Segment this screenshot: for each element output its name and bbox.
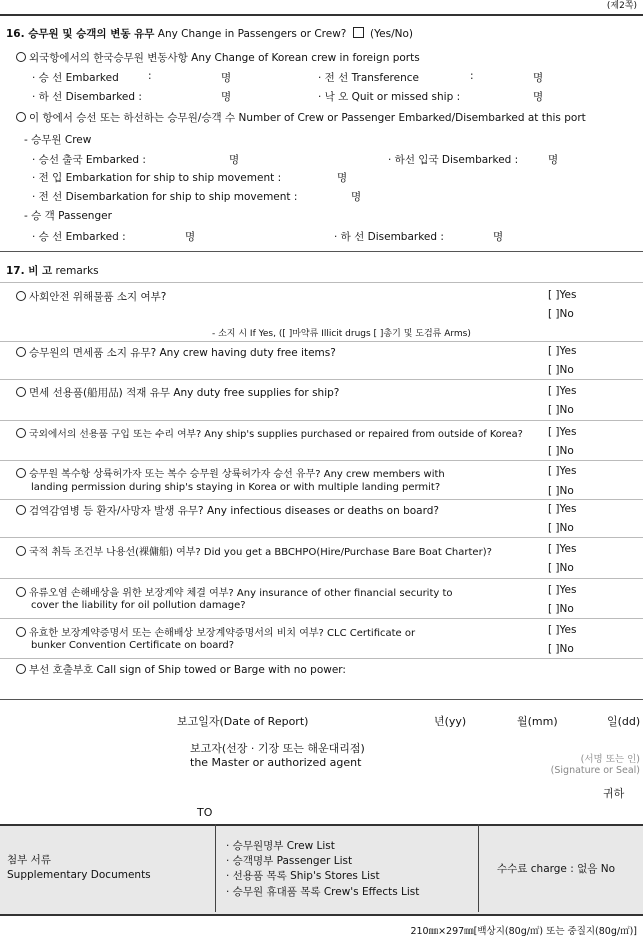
q3-no-checkbox[interactable]: [ ]No (548, 404, 574, 416)
attachments-label: 첨부 서류 (7, 854, 51, 866)
q1-subtext[interactable]: - 소지 시 If Yes, ([ ]마약류 Illicit drugs [ ]총기 및 도검류 Arms) (212, 329, 471, 339)
circle-bullet-icon (16, 468, 26, 478)
divider (0, 618, 643, 619)
q9-no-checkbox[interactable]: [ ]No (548, 643, 574, 655)
q3-row (16, 385, 339, 400)
sec16-c3: · 전 입 Embarkation for ship to ship movement : (32, 172, 282, 184)
unit: 명 (185, 231, 196, 243)
q1-no-checkbox[interactable]: [ ]No (548, 308, 574, 320)
page-label: (제2쪽) (606, 1, 637, 11)
q7-yes-checkbox[interactable]: [ ]Yes (548, 543, 577, 555)
divider (0, 658, 643, 659)
q6-no-checkbox[interactable]: [ ]No (548, 522, 574, 534)
q3-text: 면세 선용품(船用品) 적재 유무 Any duty free supplies for ship? (29, 387, 340, 399)
q2-row (16, 345, 336, 360)
divider (0, 699, 643, 700)
unit: 명 (337, 172, 348, 184)
report-date-label: 보고일자(Date of Report) (177, 715, 309, 728)
q2-no-checkbox[interactable]: [ ]No (548, 364, 574, 376)
colon: : (148, 70, 152, 82)
report-day[interactable]: 일(dd) (607, 715, 641, 728)
attachments-label-en: Supplementary Documents (7, 869, 151, 881)
q6-row (16, 503, 439, 518)
divider (0, 282, 643, 283)
reporter-label: 보고자(선장 · 기장 또는 해운대리점) (190, 742, 365, 755)
q1-text: 사회안전 위해물품 소지 여부? (29, 291, 167, 303)
attachment-item: · 승객명부 Passenger List (226, 855, 353, 867)
signature-label-en: (Signature or Seal) (550, 765, 640, 776)
sec17-title: 17. 비 고 (6, 265, 53, 277)
q1-yes-checkbox[interactable]: [ ]Yes (548, 289, 577, 301)
sec16-a4: · 낙 오 Quit or missed ship : (318, 91, 461, 103)
sec16-a1: · 승 선 Embarked (32, 72, 119, 84)
sec17-title-row (6, 263, 99, 278)
circle-bullet-icon (16, 505, 26, 515)
sec16-yn: (Yes/No) (370, 28, 414, 40)
sec16-a-title-row (16, 50, 420, 65)
q5-text-b: landing permission during ship's staying in Korea or with multiple landing permit? (31, 482, 441, 493)
circle-bullet-icon (16, 112, 26, 122)
q10-row (16, 662, 346, 677)
unit: 명 (493, 231, 504, 243)
q4-row (16, 426, 523, 440)
divider (0, 420, 643, 421)
attachment-item: · 승무원 휴대품 목록 Crew's Effects List (226, 886, 420, 898)
divider (0, 499, 643, 500)
to-honorific: 귀하 (603, 787, 625, 800)
q3-yes-checkbox[interactable]: [ ]Yes (548, 385, 577, 397)
circle-bullet-icon (16, 291, 26, 301)
divider (0, 251, 643, 252)
circle-bullet-icon (16, 627, 26, 637)
unit: 명 (548, 154, 559, 166)
q6-yes-checkbox[interactable]: [ ]Yes (548, 503, 577, 515)
divider (0, 460, 643, 461)
q5-text-a: 승무원 복수항 상륙허가자 또는 복수 승무원 상륙허가자 승선 유무? Any crew members with (29, 469, 445, 480)
attachment-item: · 승무원명부 Crew List (226, 840, 335, 852)
divider (0, 341, 643, 342)
q6-text: 검역감염병 등 환자/사망자 발생 유무? Any infectious diseases or deaths on board? (29, 505, 439, 517)
divider (0, 537, 643, 538)
q1-row (16, 289, 166, 304)
circle-bullet-icon (16, 52, 26, 62)
q2-text: 승무원의 면세품 소지 유무? Any crew having duty free items? (29, 347, 336, 359)
reporter-label-en: the Master or authorized agent (190, 756, 362, 769)
circle-bullet-icon (16, 347, 26, 357)
fee-label: 수수료 charge : 없음 No (497, 863, 616, 875)
signature-label: (서명 또는 인) (580, 754, 640, 765)
divider (0, 379, 643, 380)
sec16-crew-label: - 승무원 Crew (24, 134, 92, 146)
q5-row (16, 465, 445, 480)
q4-text: 국외에서의 선용품 구입 또는 수리 여부? Any ship's supplies purchased or repaired from outside of Korea? (29, 429, 523, 440)
sec16-p1: · 승 선 Embarked : (32, 231, 126, 243)
unit: 명 (533, 72, 544, 84)
sec16-passenger-label: - 승 객 Passenger (24, 210, 112, 222)
q8-text-a: 유류오염 손해배상을 위한 보장계약 체결 여부? Any insurance of other financial security to (29, 588, 453, 599)
q9-text-b: bunker Convention Certificate on board? (31, 640, 235, 651)
unit: 명 (229, 154, 240, 166)
to-label: TO (197, 806, 213, 819)
circle-bullet-icon (16, 587, 26, 597)
sec16-b-title: 이 항에서 승선 또는 하선하는 승무원/승객 수 Number of Crew or Passenger Embarked/Disembarked at this port (29, 112, 586, 124)
paper-spec: 210㎜×297㎜[백상지(80g/㎡) 또는 중질지(80g/㎡)] (410, 926, 637, 937)
column-divider (478, 824, 479, 912)
circle-bullet-icon (16, 664, 26, 674)
circle-bullet-icon (16, 546, 26, 556)
unit: 명 (533, 91, 544, 103)
circle-bullet-icon (16, 428, 26, 438)
sec16-a3: · 하 선 Disembarked : (32, 91, 142, 103)
sec16-b-title-row (16, 110, 586, 125)
q8-text-b: cover the liability for oil pollution damage? (31, 600, 246, 611)
q7-text: 국적 취득 조건부 나용선(裸傭船) 여부? Did you get a BBCHPO(Hire/Purchase Bare Boat Charter)? (29, 547, 492, 558)
column-divider (215, 824, 216, 912)
report-year[interactable]: 년(yy) (434, 715, 467, 728)
q9-text-a: 유효한 보장계약증명서 또는 손해배상 보장계약증명서의 비치 여부? CLC Certificate or (29, 628, 416, 639)
q10-text[interactable]: 부선 호출부호 Call sign of Ship towed or Barge with no power: (29, 664, 346, 676)
sec16-p2: · 하 선 Disembarked : (334, 231, 444, 243)
q7-row (16, 543, 492, 558)
q5-no-checkbox[interactable]: [ ]No (548, 485, 574, 497)
q4-yes-checkbox[interactable]: [ ]Yes (548, 426, 577, 438)
q9-row (16, 624, 415, 639)
sec16-a-title: 외국항에서의 한국승무원 변동사항 Any Change of Korean crew in foreign ports (29, 52, 420, 64)
unit: 명 (221, 72, 232, 84)
q8-yes-checkbox[interactable]: [ ]Yes (548, 584, 577, 596)
sec16-c2: · 하선 입국 Disembarked : (388, 154, 519, 166)
q5-yes-checkbox[interactable]: [ ]Yes (548, 465, 577, 477)
top-rule (0, 14, 643, 16)
sec17-title-en: remarks (55, 265, 99, 277)
q4-no-checkbox[interactable]: [ ]No (548, 445, 574, 457)
unit: 명 (221, 91, 232, 103)
sec16-a2: · 전 선 Transference (318, 72, 419, 84)
q8-row (16, 584, 453, 599)
sec16-c4: · 전 선 Disembarkation for ship to ship movement : (32, 191, 298, 203)
divider (0, 578, 643, 579)
q8-no-checkbox[interactable]: [ ]No (548, 603, 574, 615)
sec16-checkbox[interactable] (353, 27, 364, 38)
attachment-item: · 선용품 목록 Ship's Stores List (226, 870, 380, 882)
circle-bullet-icon (16, 387, 26, 397)
report-month[interactable]: 월(mm) (517, 715, 558, 728)
q7-no-checkbox[interactable]: [ ]No (548, 562, 574, 574)
sec16-title-en: Any Change in Passengers or Crew? (157, 28, 347, 40)
q2-yes-checkbox[interactable]: [ ]Yes (548, 345, 577, 357)
unit: 명 (351, 191, 362, 203)
sec16-title: 16. 승무원 및 승객의 변동 유무 (6, 28, 155, 40)
colon: : (470, 70, 474, 82)
sec16-title-row (6, 26, 413, 41)
sec16-c1: · 승선 출국 Embarked : (32, 154, 146, 166)
q9-yes-checkbox[interactable]: [ ]Yes (548, 624, 577, 636)
